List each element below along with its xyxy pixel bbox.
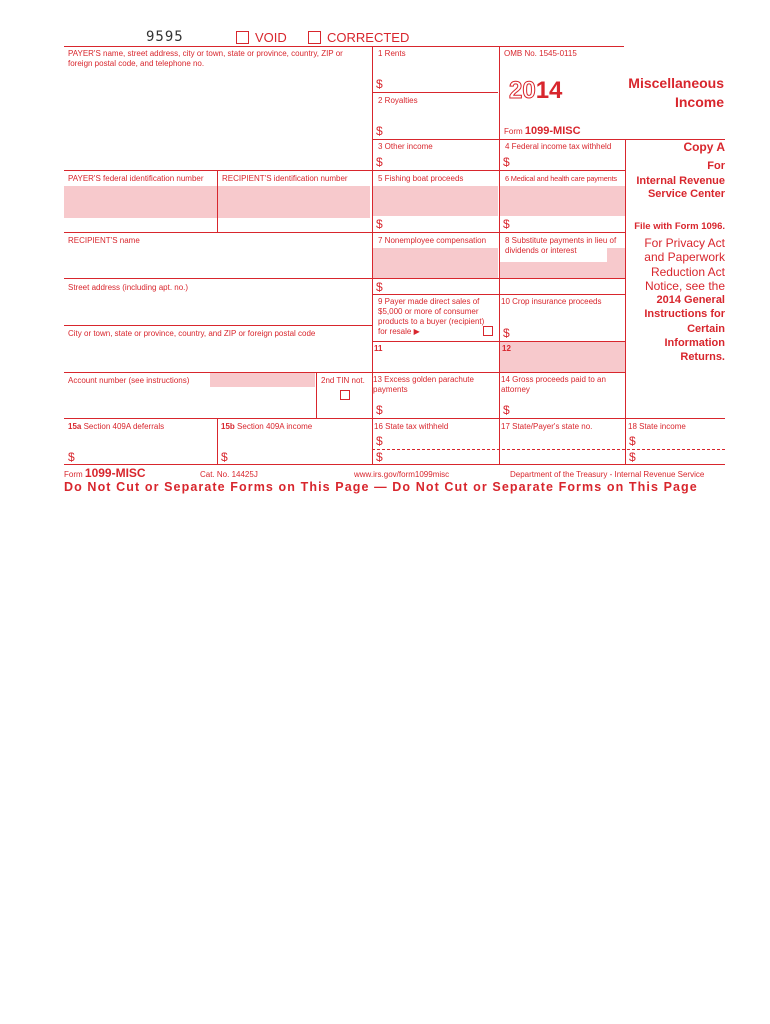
title-line-1: Miscellaneous (628, 75, 724, 91)
instructions-notice (620, 293, 725, 364)
recipient-name-label: RECIPIENT'S name (68, 236, 140, 245)
rule-street (64, 325, 372, 326)
col-625-state (625, 418, 626, 464)
box6-dollar: $ (503, 217, 510, 231)
catalog-number: Cat. No. 14425J (200, 470, 258, 479)
rule-row13 (64, 372, 625, 373)
do-not-cut-notice: Do Not Cut or Separate Forms on This Page — Do Not Cut or Separate Forms on This Page (64, 480, 698, 494)
copy-a-block (628, 140, 725, 201)
box1-dollar: $ (376, 77, 383, 91)
col-499-top (499, 46, 500, 139)
box15b-field[interactable] (231, 449, 369, 463)
col-316 (316, 372, 317, 418)
box2-label: 2 Royalties (378, 96, 418, 105)
copy-for-label: For (707, 160, 725, 172)
box15a-dollar: $ (68, 450, 75, 464)
box5-label: 5 Fishing boat proceeds (378, 174, 464, 183)
box18-dollar-2: $ (629, 450, 636, 464)
box10-label: 10 Crop insurance proceeds (501, 297, 602, 306)
footer-form-word: Form (64, 470, 83, 479)
box10-dollar: $ (503, 326, 510, 340)
box18-label: 18 State income (628, 422, 686, 431)
box15a-number: 15a (68, 422, 82, 431)
box12-field[interactable] (502, 355, 622, 371)
col-217 (217, 170, 218, 232)
rule-top (64, 46, 624, 47)
privacy-line-2: and Paperwork (644, 250, 725, 265)
irs-url: www.irs.gov/form1099misc (354, 470, 450, 479)
box13-field[interactable] (386, 402, 496, 417)
box9-label: 9 Payer made direct sales of $5,000 or more of consumer products to a buyer (recipient) for resale ▶ (378, 297, 485, 336)
void-label: VOID (255, 30, 287, 45)
box8-label: 8 Substitute payments in lieu of dividends or interest (505, 236, 617, 255)
box15b-text: Section 409A income (237, 422, 313, 431)
box15a-text: Section 409A deferrals (83, 422, 165, 431)
box18-field[interactable] (639, 433, 723, 463)
box14-label: 14 Gross proceeds paid to an attorney (501, 375, 606, 394)
box1-field[interactable] (386, 76, 496, 91)
box13-label: 13 Excess golden parachute payments (373, 375, 474, 394)
form-code: 9595 (146, 29, 184, 45)
privacy-line-1: For Privacy Act (644, 236, 725, 250)
footer-form-title (64, 466, 146, 480)
box4-label: 4 Federal income tax withheld (505, 142, 612, 151)
privacy-line-3: Reduction Act (650, 264, 725, 279)
instructions-line-5: Returns. (680, 351, 725, 364)
instructions-line-2: Instructions for (644, 308, 725, 321)
box3-label: 3 Other income (378, 142, 433, 151)
privacy-line-4: Notice, see the (644, 278, 725, 293)
box15b-dollar: $ (221, 450, 228, 464)
tax-year (509, 77, 562, 105)
void-checkbox[interactable] (236, 31, 249, 44)
recipient-id-field[interactable] (220, 187, 370, 217)
box18-dollar-1: $ (629, 434, 636, 448)
box9-checkbox[interactable] (483, 326, 493, 336)
box7-shade (372, 248, 498, 278)
col-217-bottom (217, 418, 218, 464)
recipient-id-label: RECIPIENT'S identification number (222, 174, 348, 183)
box5-field[interactable] (386, 216, 496, 231)
box7-dollar: $ (376, 280, 383, 294)
department: Department of the Treasury - Internal Revenue Service (510, 470, 705, 479)
second-tin-checkbox[interactable] (340, 390, 350, 400)
box2-dollar: $ (376, 124, 383, 138)
copy-a-label: Copy A (683, 140, 725, 154)
box7-field[interactable] (386, 279, 496, 293)
city-label: City or town, state or province, country, and ZIP or foreign postal code (68, 329, 316, 338)
box15b-number: 15b (221, 422, 235, 431)
box2-field[interactable] (386, 123, 496, 138)
payer-fed-id-label: PAYER'S federal identification number (68, 174, 204, 183)
box14-dollar: $ (503, 403, 510, 417)
footer-form-name: 1099-MISC (84, 466, 146, 480)
form-title (600, 74, 724, 112)
box1-label: 1 Rents (378, 49, 406, 58)
rule-box1 (372, 92, 498, 93)
account-number-label: Account number (see instructions) (68, 376, 190, 385)
box15a-field[interactable] (78, 449, 214, 463)
street-address-field[interactable] (66, 295, 370, 323)
box17-field[interactable] (502, 433, 622, 463)
box15b-label (221, 422, 312, 432)
form-name-header: 1099-MISC (524, 125, 581, 137)
file-with-1096: File with Form 1096. (634, 221, 725, 232)
box5-dollar: $ (376, 217, 383, 231)
box3-field[interactable] (386, 154, 496, 169)
box16-dollar-2: $ (376, 450, 383, 464)
box10-field[interactable] (513, 325, 623, 340)
box6-field[interactable] (513, 216, 623, 231)
col-499 (499, 139, 500, 464)
recipient-name-field[interactable] (66, 248, 370, 276)
box11-label: 11 (374, 344, 383, 353)
corrected-label: CORRECTED (327, 30, 410, 45)
instructions-line-3: Certain (687, 322, 725, 335)
box17-label: 17 State/Payer's state no. (501, 422, 593, 431)
irs-line-2: Service Center (647, 188, 725, 200)
box4-dollar: $ (503, 155, 510, 169)
box14-field[interactable] (513, 402, 623, 417)
omb-number: OMB No. 1545-0115 (504, 49, 577, 58)
box3-dollar: $ (376, 155, 383, 169)
payer-name-field[interactable] (66, 72, 370, 168)
payer-fed-id-field[interactable] (66, 187, 216, 217)
box5-shade (372, 186, 498, 216)
rule-row3 (64, 170, 625, 171)
instructions-line-1: 2014 General (656, 294, 725, 306)
box4-field[interactable] (513, 154, 623, 169)
title-line-2: Income (674, 94, 724, 110)
street-address-label: Street address (including apt. no.) (68, 283, 189, 292)
form-word-header: Form (504, 127, 523, 136)
tax-year-solid: 14 (535, 77, 563, 104)
city-field[interactable] (66, 341, 370, 370)
corrected-checkbox[interactable] (308, 31, 321, 44)
box6-shade (500, 186, 625, 216)
box11-field[interactable] (374, 355, 496, 371)
payer-name-label: PAYER'S name, street address, city or town, state or province, country, ZIP or foreign postal code, and telephone no. (68, 49, 343, 68)
second-tin-label: 2nd TIN not. (321, 376, 365, 385)
box13-dollar: $ (376, 403, 383, 417)
box16-field[interactable] (386, 433, 496, 463)
account-number-field[interactable] (210, 372, 315, 387)
box7-label: 7 Nonemployee compensation (378, 236, 487, 245)
box16-label: 16 State tax withheld (374, 422, 449, 431)
box15a-label (68, 422, 164, 432)
box6-label: 6 Medical and health care payments (505, 174, 617, 183)
privacy-notice (620, 236, 725, 293)
form-title-header (504, 125, 581, 137)
irs-line-1: Internal Revenue (636, 175, 725, 187)
rule-row7 (64, 278, 625, 279)
tax-year-outline: 20 (509, 77, 536, 104)
box12-label: 12 (502, 344, 511, 353)
box8-field[interactable] (502, 262, 622, 277)
col-372 (372, 46, 373, 464)
box16-dollar-1: $ (376, 434, 383, 448)
rule-row5 (64, 232, 625, 233)
instructions-line-4: Information (664, 336, 725, 349)
rule-bottom (64, 464, 725, 465)
